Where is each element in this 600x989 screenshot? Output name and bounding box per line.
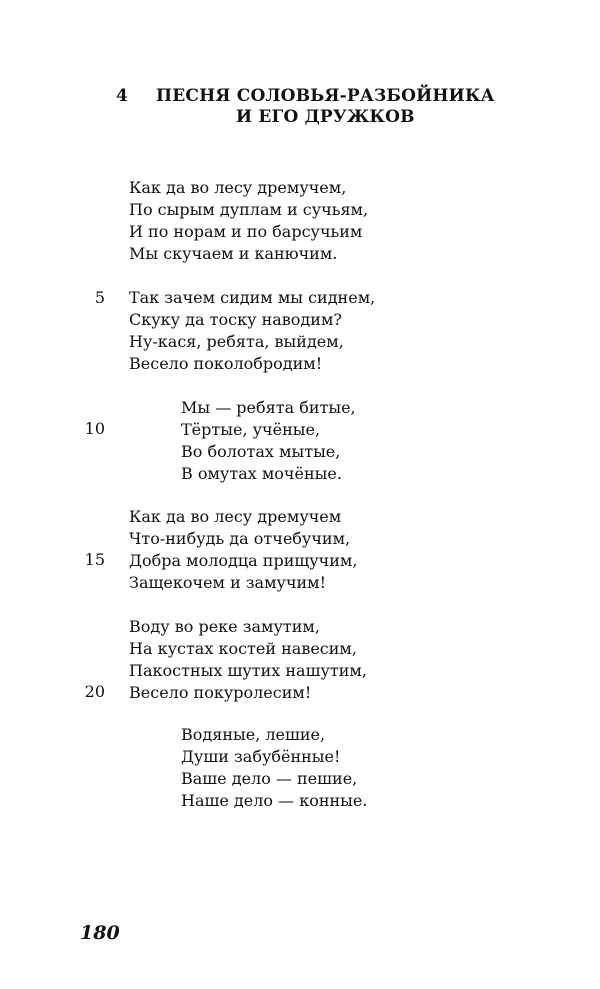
- line-number: 5: [94, 288, 105, 307]
- verse-line: Так зачем сидим мы сиднем,: [129, 288, 376, 307]
- poem-title-line-1: ПЕСНЯ СОЛОВЬЯ-РАЗБОЙНИКА: [156, 86, 495, 106]
- poem-title-line-2: И ЕГО ДРУЖКОВ: [236, 107, 415, 127]
- verse-line: Мы скучаем и канючим.: [129, 244, 338, 263]
- verse-line: Пакостных шутих нашутим,: [129, 661, 367, 680]
- verse-line: И по норам и по барсучьим: [129, 222, 363, 241]
- line-number: 15: [84, 550, 105, 569]
- verse-line: Скуку да тоску наводим?: [129, 310, 342, 329]
- page-number: 180: [80, 922, 120, 944]
- verse-line: Души забубённые!: [181, 747, 341, 766]
- verse-line: Водяные, лешие,: [181, 725, 326, 744]
- verse-line: На кустах костей навесим,: [129, 639, 357, 658]
- verse-line: Весело покуролесим!: [129, 683, 312, 702]
- verse-line: Как да во лесу дремучем,: [129, 178, 347, 197]
- verse-line: Воду во реке замутим,: [129, 617, 320, 636]
- poem-number: 4: [116, 86, 129, 106]
- verse-line: Защекочем и замучим!: [129, 573, 327, 592]
- verse-line: Что-нибудь да отчебучим,: [129, 529, 351, 548]
- verse-line: Наше дело — конные.: [181, 791, 368, 810]
- verse-line: Добра молодца прищучим,: [129, 551, 358, 570]
- verse-line: Во болотах мытые,: [181, 442, 341, 461]
- verse-line: Мы — ребята битые,: [181, 398, 356, 417]
- line-number: 10: [84, 419, 105, 438]
- line-number: 20: [84, 682, 105, 701]
- verse-line: По сырым дуплам и сучьям,: [129, 200, 369, 219]
- verse-line: В омутах мочёные.: [181, 464, 342, 483]
- verse-line: Тёртые, учёные,: [181, 420, 321, 439]
- verse-line: Ну-кася, ребята, выйдем,: [129, 332, 344, 351]
- verse-line: Ваше дело — пешие,: [181, 769, 358, 788]
- verse-line: Как да во лесу дремучем: [129, 507, 342, 526]
- verse-line: Весело поколобродим!: [129, 354, 323, 373]
